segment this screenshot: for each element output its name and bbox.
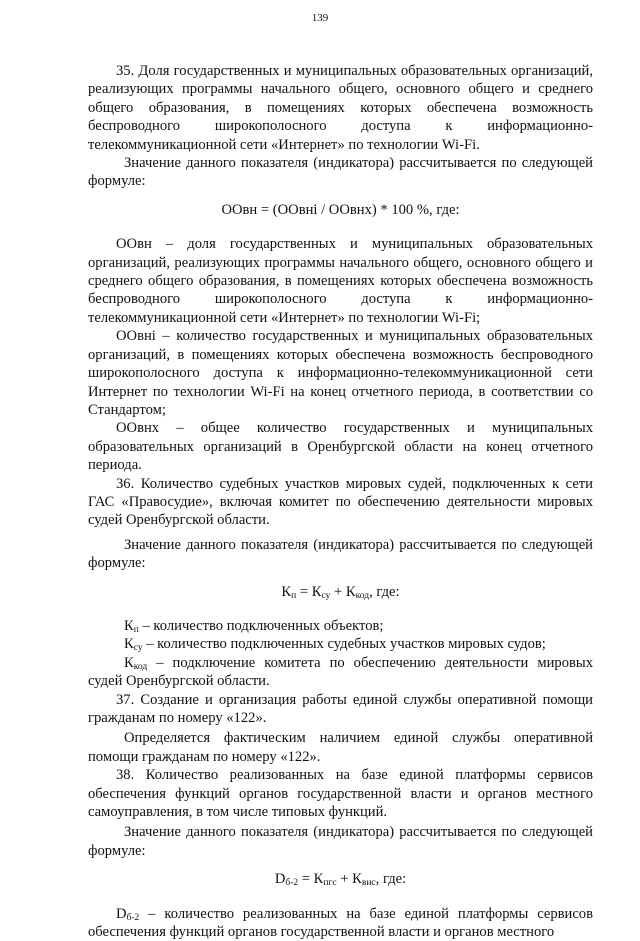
formula-intro-36: Значение данного показателя (индикатора) рассчитывается по следующей формуле: [88, 536, 593, 572]
formula-intro-38: Значение данного показателя (индикатора) рассчитывается по следующей формуле: [88, 824, 593, 859]
formula-intro-35: Значение данного показателя (индикатора) рассчитывается по следующей формуле: [88, 155, 593, 190]
document-body [88, 62, 593, 941]
paragraph-38: 38. Количество реализованных на базе единой платформы сервисов обеспечения функций органов государственной власти и органов местного самоуправления, в том числе типовых функций. [88, 767, 593, 821]
definition-oovnx: ООвнх – общее количество государственных и муниципальных образовательных организаций в Оренбургской области на конец отчетного периода. [88, 420, 593, 474]
definition-ksy: $К_{су}$ – количество подключенных судебных участков мировых судов; [124, 636, 546, 654]
definition-kkod: $К_{код}$ – подключение комитета по обеспечению деятельности мировых судей Оренбургской области. [88, 654, 593, 690]
paragraph-37: 37. Создание и организация работы единой службы оперативной помощи гражданам по номеру «122». [88, 691, 593, 726]
paragraph-35: 35. Доля государственных и муниципальных образовательных организаций, реализующих программы начального общего, основного общего и среднего общего образования, в помещениях которых обеспечена возможность беспроводного широкополосного доступа к информационно-телекоммуникационной сети «Интернет» по технологии Wi-Fi. [88, 63, 593, 153]
paragraph-37-calc: Определяется фактическим наличием единой службы оперативной помощи гражданам по номеру «122». [88, 730, 593, 765]
definition-kp: $К_п$ – количество подключенных объектов; [124, 617, 384, 635]
formula-38: $D_{б-2} = К_{пгс} + К_{вис}$, где: [274, 871, 407, 889]
definition-oovni: ООвнi – количество государственных и муниципальных образовательных организаций, в помещениях которых обеспечена возможность беспроводного широкополосного доступа к информационно-телекоммуникационной сети Интернет по технологии Wi-Fi на конец отчетного периода, в соответствии со Стандартом; [88, 328, 593, 418]
paragraph-36: 36. Количество судебных участков мировых судей, подключенных к сети ГАС «Правосудие», включая комитет по обеспечению деятельности мировых судей Оренбургской области. [88, 475, 593, 529]
formula-35: ООвн = (ООвнi / ООвнх) * 100 %, где: [221, 201, 460, 218]
formula-36: $К_п = К_{су} + К_{код}$, где: [281, 583, 400, 601]
definition-d62: $D_{б-2}$ – количество реализованных на базе единой платформы сервисов обеспечения функций органов государственной власти и органов местного [88, 905, 593, 941]
page-number: 139 [311, 12, 329, 24]
definition-oovn: ООвн – доля государственных и муниципальных образовательных организаций, реализующих программы начального общего, основного общего и среднего общего образования, в помещениях которых обеспечена возможность беспроводного широкополосного доступа к информационно-телекоммуникационной сети «Интернет» по технологии Wi-Fi; [88, 236, 593, 326]
